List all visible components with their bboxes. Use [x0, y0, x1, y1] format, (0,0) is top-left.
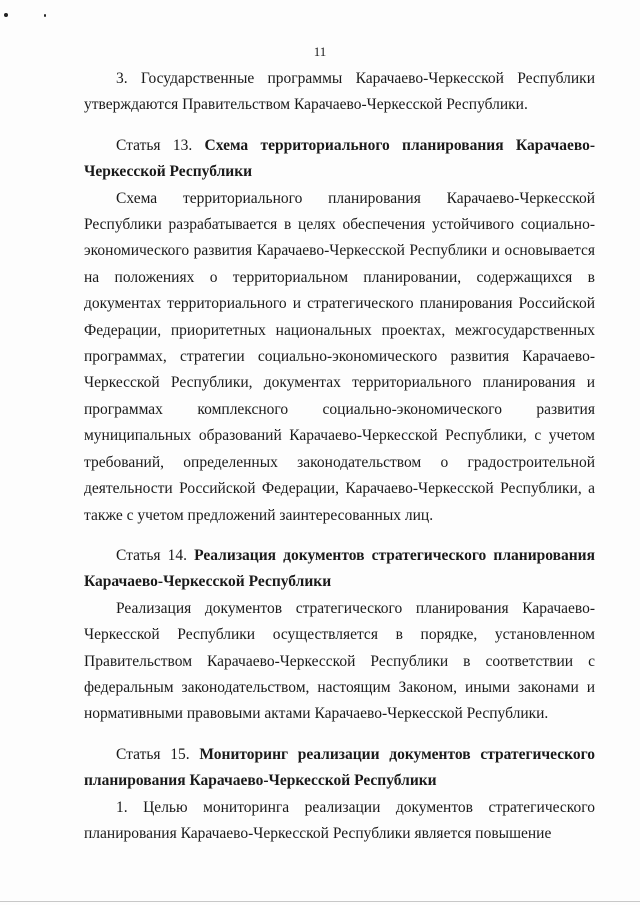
article-13-title: Схема территориального планирования Карачаево-Черкесской Республики — [84, 136, 595, 181]
page-number: 11 — [313, 44, 327, 59]
article-13-heading — [84, 133, 595, 186]
article-13-number: Статья 13. — [116, 136, 193, 154]
scan-speck — [4, 13, 8, 17]
article-14-heading — [84, 543, 595, 596]
article-14-body: Реализация документов стратегического планирования Карачаево-Черкесской Республики осуществляется в порядке, установленном Правительством Карачаево-Черкесской Республики в соответствии с федеральным законодательством, настоящим Законом, иными законами и нормативными правовыми актами Карачаево-Черкесской Республики. — [84, 599, 595, 723]
intro-paragraph: 3. Государственные программы Карачаево-Черкесской Республики утверждаются Правительством Карачаево-Черкесской Республики. — [84, 70, 595, 114]
article-15-title: Мониторинг реализации документов стратегического планирования Карачаево-Черкесской Республики — [84, 745, 595, 790]
page-edge — [0, 901, 640, 902]
article-14-number: Статья 14. — [116, 546, 188, 564]
article-14-title: Реализация документов стратегического планирования Карачаево-Черкесской Республики — [84, 546, 595, 591]
article-15-body: 1. Целью мониторинга реализации документов стратегического планирования Карачаево-Черкесской Республики является повышение — [84, 798, 595, 842]
article-15-heading — [84, 742, 595, 795]
article-15-number: Статья 15. — [116, 745, 190, 763]
document-body — [84, 66, 595, 847]
scan-speck — [44, 14, 46, 17]
article-13-body: Схема территориального планирования Карачаево-Черкесской Республики разрабатывается в целях обеспечения устойчивого социально-экономического развития Карачаево-Черкесской Республики и основывается на положениях о территориальном планировании, содержащихся в документах территориального и стратегического планирования Российской Федерации, приоритетных национальных проектах, межгосударственных программах, стратегии социально-экономического развития Карачаево-Черкесской Республики, документах территориального планирования и программах комплексного социально-экономического развития муниципальных образований Карачаево-Черкесской Республики, с учетом требований, определенных законодательством о градостроительной деятельности Российской Федерации, Карачаево-Черкесской Республики, а также с учетом предложений заинтересованных лиц. — [84, 189, 595, 524]
